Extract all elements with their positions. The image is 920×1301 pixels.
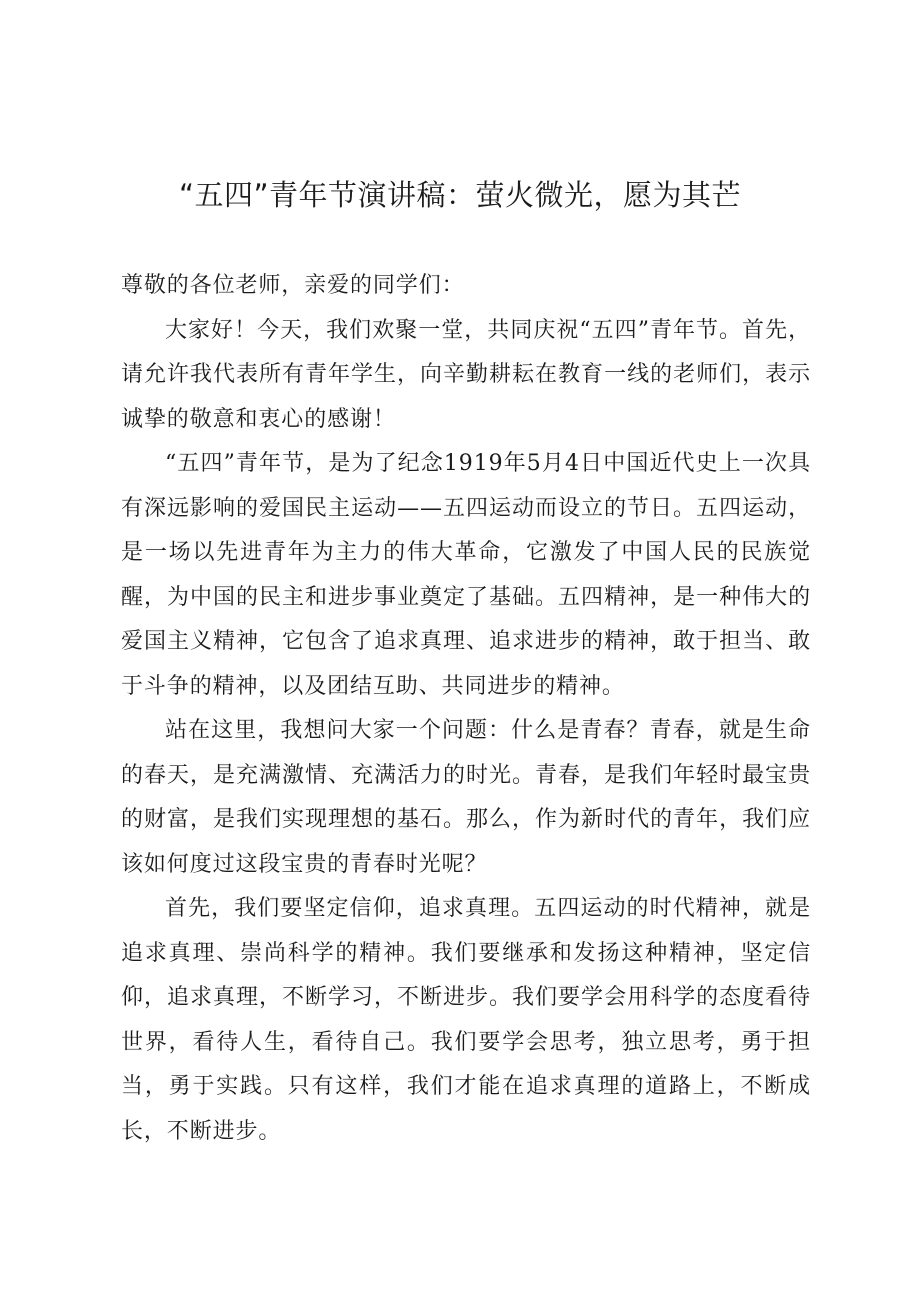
paragraph-pursue-truth: 首先，我们要坚定信仰，追求真理。五四运动的时代精神，就是追求真理、崇尚科学的精神。我们要继承和发扬这种精神，坚定信仰，追求真理，不断学习，不断进步。我们要学会用科学的态度看待世界，看待人生，看待自己。我们要学会思考，独立思考，勇于担当，勇于实践。只有这样，我们才能在追求真理的道路上，不断成长，不断进步。 — [121, 896, 811, 1144]
salutation: 尊敬的各位老师，亲爱的同学们： — [121, 273, 465, 298]
document-title: “五四”青年节演讲稿：萤火微光，愿为其芒 — [178, 178, 742, 212]
document-body — [121, 264, 811, 1154]
paragraph-what-is-youth: 站在这里，我想问大家一个问题：什么是青春？青春，就是生命的春天，是充满激情、充满活力的时光。青春，是我们年轻时最宝贵的财富，是我们实现理想的基石。那么，作为新时代的青年，我们应该如何度过这段宝贵的青春时光呢？ — [121, 718, 811, 877]
paragraph-may-fourth-history: “五四”青年节，是为了纪念1919年5月4日中国近代史上一次具有深远影响的爱国民主运动——五四运动而设立的节日。五四运动，是一场以先进青年为主力的伟大革命，它激发了中国人民的民族觉醒，为中国的民主和进步事业奠定了基础。五四精神，是一种伟大的爱国主义精神，它包含了追求真理、追求进步的精神，敢于担当、敢于斗争的精神，以及团结互助、共同进步的精神。 — [121, 451, 811, 699]
paragraph-greeting: 大家好！今天，我们欢聚一堂，共同庆祝“五四”青年节。首先，请允许我代表所有青年学生，向辛勤耕耘在教育一线的老师们，表示诚挚的敬意和衷心的感谢！ — [121, 317, 811, 432]
